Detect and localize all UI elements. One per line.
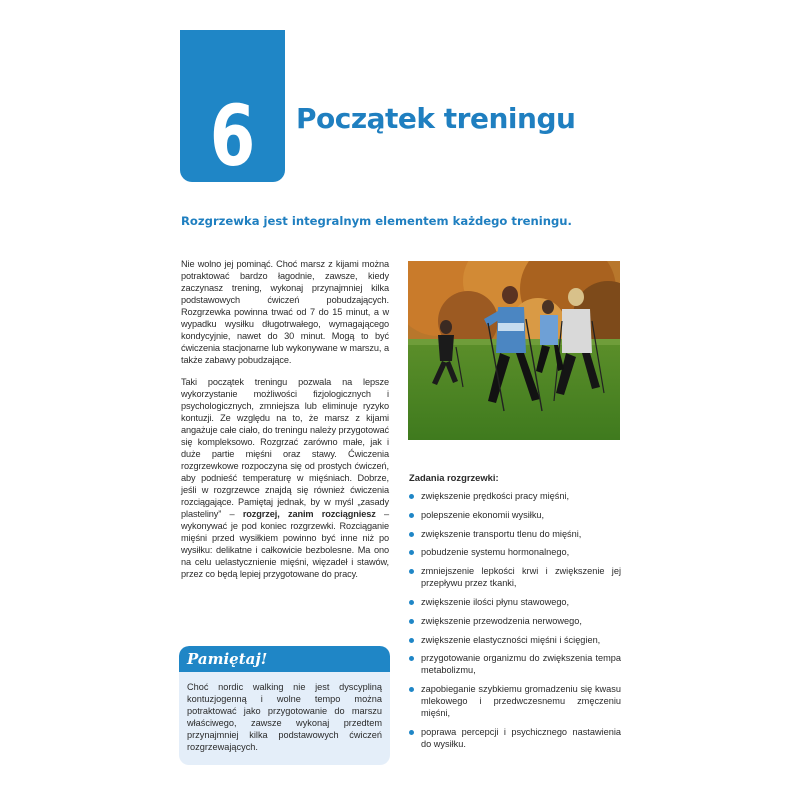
note-header bbox=[179, 646, 390, 672]
list-item bbox=[409, 615, 621, 627]
bullet-icon bbox=[409, 550, 414, 555]
list-item bbox=[409, 528, 621, 540]
body-paragraph-2-end: – wykonywać je pod koniec rozgrzewki. Rozciąganie mięśni przed wysiłkiem powinno być inne niż po wysiłku: delikatne i całkowicie bezbolesne. Ma ono na celu uelastycznienie mięśni, więzadeł i stawów, przez co będą lepiej przygotowane do pracy. bbox=[181, 509, 389, 579]
list-item-text: polepszenie ekonomii wysiłku, bbox=[421, 509, 545, 520]
bullet-icon bbox=[409, 656, 414, 661]
list-item-text: zwiększenie prędkości pracy mięśni, bbox=[421, 491, 570, 501]
chapter-number-box bbox=[180, 30, 285, 185]
list-item bbox=[409, 509, 621, 521]
tasks-list bbox=[409, 490, 621, 750]
list-item-text: pobudzenie systemu hormonalnego, bbox=[421, 547, 570, 558]
bullet-icon bbox=[409, 532, 414, 537]
nordic-walkers-photo bbox=[408, 261, 620, 440]
warmup-tasks bbox=[409, 472, 621, 757]
bullet-icon bbox=[409, 638, 414, 643]
list-item bbox=[409, 546, 621, 558]
list-item-text: zwiększenie przewodzenia nerwowego, bbox=[421, 615, 582, 626]
list-item bbox=[409, 596, 621, 608]
body-paragraph-2-emphasis: rozgrzej, zanim rozciągniesz bbox=[242, 509, 376, 519]
list-item-text: poprawa percepcji i psychicznego nastawienia do wysiłku. bbox=[421, 726, 621, 749]
bullet-icon bbox=[409, 619, 414, 624]
list-item bbox=[409, 565, 621, 589]
list-item bbox=[409, 726, 621, 750]
list-item bbox=[409, 490, 621, 502]
remember-note bbox=[179, 646, 390, 765]
body-column bbox=[181, 258, 389, 590]
list-item bbox=[409, 652, 621, 676]
bullet-icon bbox=[409, 569, 414, 574]
list-item-text: zwiększenie ilości płynu stawowego, bbox=[421, 596, 570, 607]
chapter-title: Początek treningu bbox=[296, 102, 576, 135]
bullet-icon bbox=[409, 494, 414, 499]
note-text: Choć nordic walking nie jest dyscypliną kontuzjogenną i wolne tempo można potraktować jako przygotowanie do marszu właściwego, zawsze wykonaj przedtem przynajmniej kilka podstawowych ćwiczeń rozgrzewających. bbox=[187, 682, 382, 752]
list-item-text: przygotowanie organizmu do zwiększenia tempa metabolizmu, bbox=[421, 653, 621, 676]
body-paragraph-1: Nie wolno jej pominąć. Choć marsz z kijami można potraktować bardzo łagodnie, zawsze, kiedy zaczynasz trening, wykonaj przynajmniej kilka podstawowych ćwiczeń pobudzających. Rozgrzewka powinna trwać od 7 do 15 minut, a w wypadku wysiłku długotrwałego, wymagającego kondycyjnie, nawet do 30 minut. Mogą to być ćwiczenia stacjonarne lub wykonywane w marszu, a także zabawy pobudzające. bbox=[181, 259, 389, 365]
bullet-icon bbox=[409, 687, 414, 692]
list-item bbox=[409, 683, 621, 719]
bullet-icon bbox=[409, 513, 414, 518]
list-item-text: zwiększenie transportu tlenu do mięśni, bbox=[421, 528, 582, 539]
bullet-icon bbox=[409, 730, 414, 735]
chapter-number: 6 bbox=[209, 87, 256, 185]
body-paragraph-2-start: Taki początek treningu pozwala na lepsze wykorzystanie możliwości fizjologicznych i psychologicznych, zmniejsza lub eliminuje ryzyko kontuzji. Ze względu na to, że marsz z kijami angażuje całe ciało, do treningu należy przygotować się kompleksowo. Rozgrzać zarówno małe, jak i duże partie mięśni oraz stawy. Ćwiczenia rozgrzewkowe rozpoczyna się od prostych ćwiczeń, aby podnieść temperaturę w mięśniach. Dobrze, jeśli w rozgrzewce znajdą się również ćwiczenia rozciągające. Pamiętaj jednak, by w myśl „zasady plasteliny” – bbox=[181, 377, 389, 519]
lead-paragraph: Rozgrzewka jest integralnym elementem każdego treningu. bbox=[181, 214, 572, 228]
bullet-icon bbox=[409, 600, 414, 605]
body-paragraph-2 bbox=[181, 376, 389, 580]
list-item bbox=[409, 634, 621, 646]
list-item-text: zmniejszenie lepkości krwi i zwiększenie jej przepływu przez tkanki, bbox=[421, 566, 621, 589]
list-item-text: zwiększenie elastyczności mięśni i ścięgien, bbox=[421, 634, 601, 645]
tasks-title: Zadania rozgrzewki: bbox=[409, 472, 499, 483]
list-item-text: zapobieganie szybkiemu gromadzeniu się kwasu mlekowego i przedwczesnemu zmęczeniu mięśni, bbox=[421, 684, 621, 719]
note-title: Pamiętaj! bbox=[187, 650, 268, 668]
